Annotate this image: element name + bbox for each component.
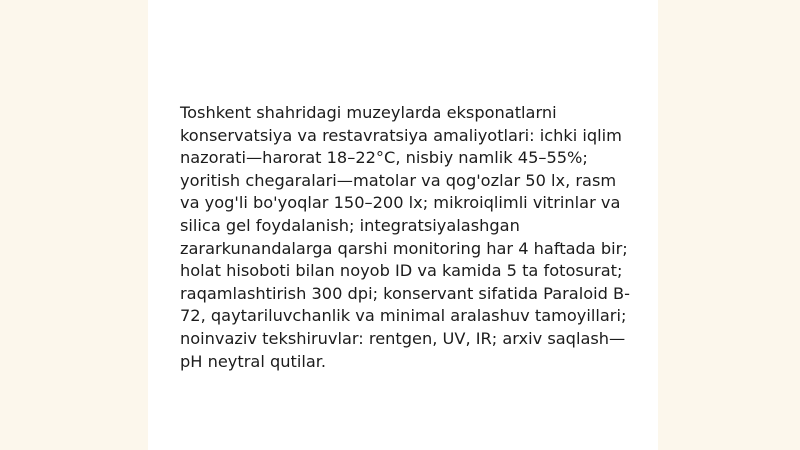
document-page <box>148 0 658 450</box>
body-paragraph: Toshkent shahridagi muzeylarda eksponatlarni konservatsiya va restavratsiya amaliyotlari: ichki iqlim nazorati—harorat 18–22°C, nisbiy namlik 45–55%; yoritish chegaralari—matolar va qog'ozlar 50 lx, rasm va yog'li bo'yoqlar 150–200 lx; mikroiqlimli vitrinlar va silica gel foydalanish; integratsiyalashgan zararkunandalarga qarshi monitoring har 4 haftada bir; holat hisoboti bilan noyob ID va kamida 5 ta fotosurat; raqamlashtirish 300 dpi; konservant sifatida Paraloid B-72, qaytariluvchanlik va minimal aralashuv tamoyillari; noinvaziv tekshiruvlar: rentgen, UV, IR; arxiv saqlash—pH neytral qutilar. <box>180 103 630 371</box>
